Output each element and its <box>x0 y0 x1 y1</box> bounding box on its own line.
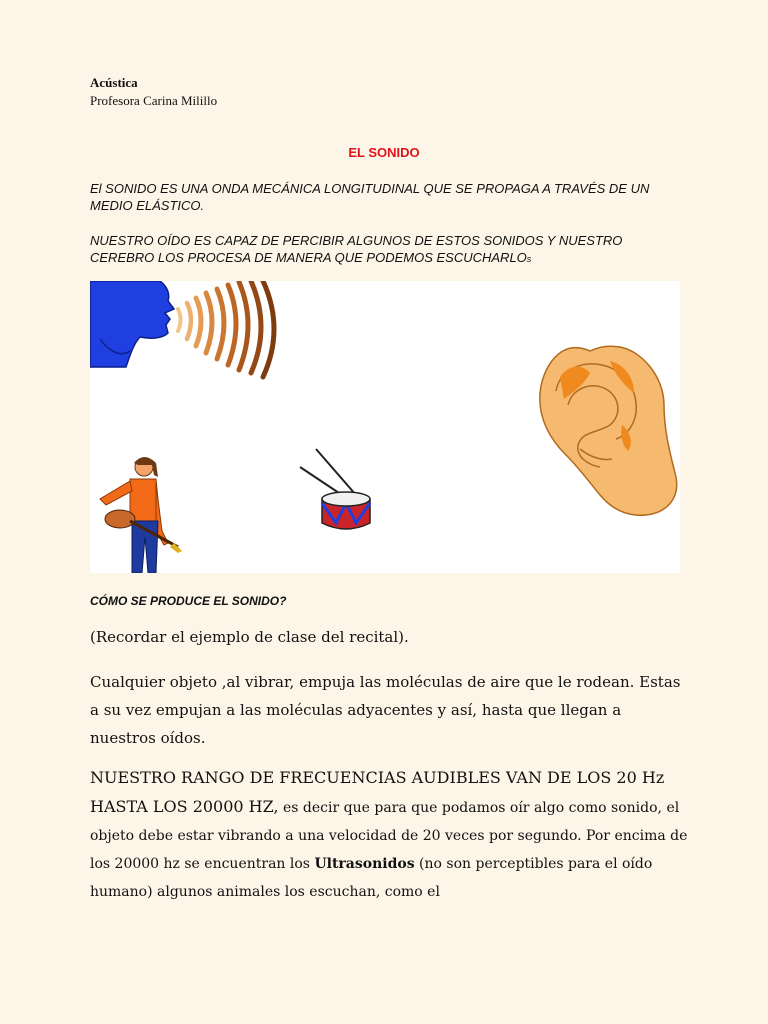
intro-paragraph-1: El SONIDO ES UNA ONDA MECÁNICA LONGITUDINAL QUE SE PROPAGA A TRAVÉS DE UN MEDIO ELÁSTICO. <box>90 181 650 213</box>
sound-illustration <box>90 281 680 573</box>
teacher-name: Profesora Carina Milillo <box>90 93 218 108</box>
page-title: EL SONIDO <box>348 145 420 160</box>
frequency-range-text: es decir que para que podamos oír algo como sonido, el objeto debe estar vibrando a una velocidad de 20 veces por segundo. Por encima de los 20000 hz se encuentran los <box>90 800 688 872</box>
speaking-head-icon <box>90 281 174 367</box>
recital-note: (Recordar el ejemplo de clase del recital). <box>90 628 409 646</box>
subject-title: Acústica <box>90 75 138 90</box>
ear-icon <box>540 346 677 515</box>
ultrasound-text: (no son perceptibles para el oído humano) algunos animales los escuchan, como el <box>90 856 653 900</box>
frequency-range-caps: NUESTRO RANGO DE FRECUENCIAS AUDIBLES VAN DE LOS 20 Hz HASTA LOS 20000 HZ, <box>90 768 665 816</box>
drum-icon <box>300 449 370 529</box>
sound-waves-icon <box>178 281 274 377</box>
intro-paragraph-2 <box>90 232 690 268</box>
frequency-range-paragraph <box>90 764 690 906</box>
explanation-paragraph: Cualquier objeto ,al vibrar, empuja las moléculas de aire que le rodean. Estas a su vez empujan a las moléculas adyacentes y así, hasta que llegan a nuestros oídos. <box>90 673 681 747</box>
intro-paragraph-2-tail: s <box>526 254 532 264</box>
guitarist-icon <box>100 457 182 573</box>
intro-paragraph-2-text: NUESTRO OÍDO ES CAPAZ DE PERCIBIR ALGUNOS DE ESTOS SONIDOS Y NUESTRO CEREBRO LOS PROCESA DE MANERA QUE PODEMOS ESCUCHARLO <box>90 233 623 265</box>
section-heading: CÓMO SE PRODUCE EL SONIDO? <box>90 594 287 608</box>
ultrasound-term: Ultrasonidos <box>314 856 415 872</box>
